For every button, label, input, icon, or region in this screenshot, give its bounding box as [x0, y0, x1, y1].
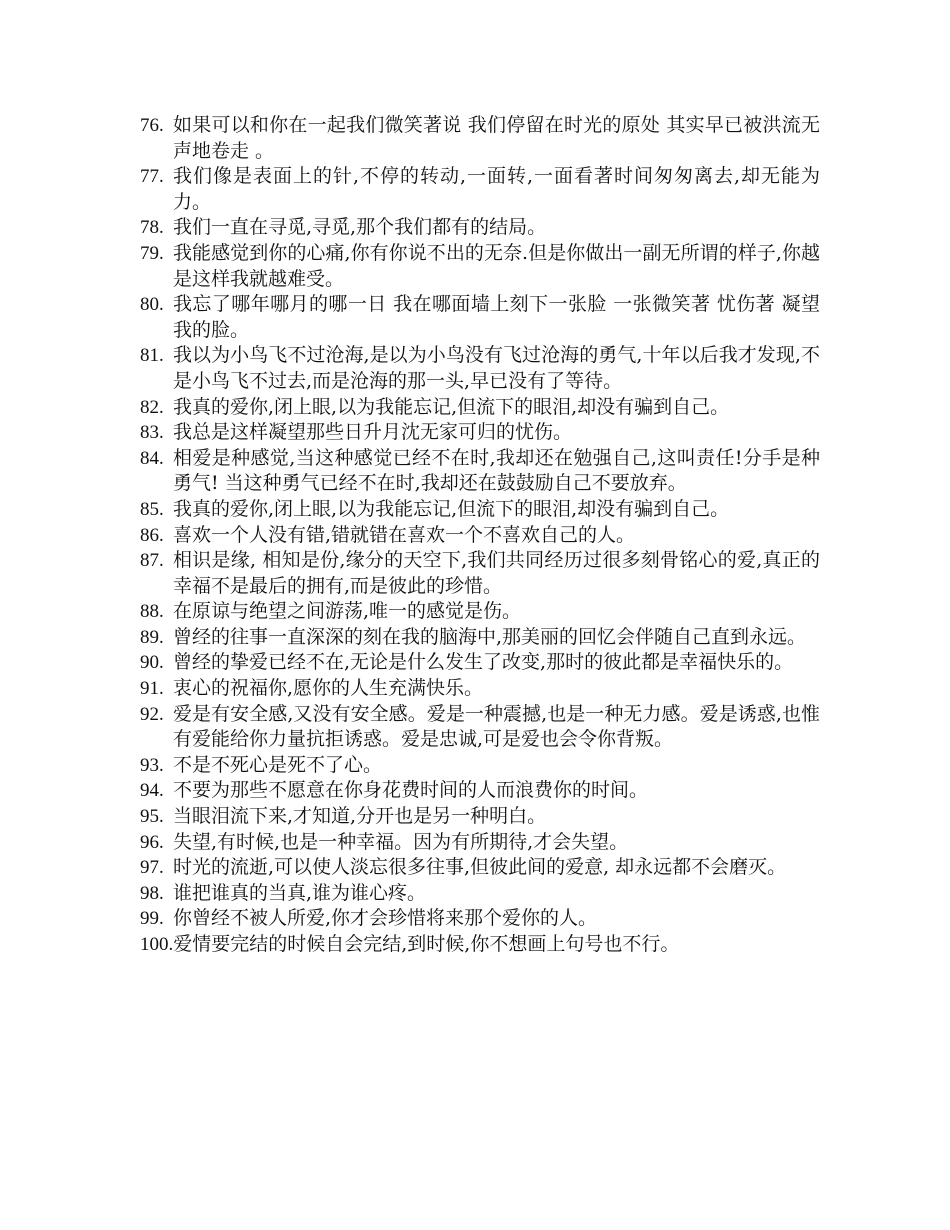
item-text: 喜欢一个人没有错,错就错在喜欢一个不喜欢自己的人。	[173, 523, 636, 546]
list-item	[140, 292, 820, 343]
item-number: 95.	[140, 806, 164, 828]
item-text: 当眼泪流下来,才知道,分开也是另一种明白。	[173, 805, 547, 828]
list-item	[140, 446, 820, 497]
item-text: 你曾经不被人所爱,你才会珍惜将来那个爱你的人。	[173, 907, 598, 930]
item-number: 86.	[140, 524, 164, 546]
item-text: 谁把谁真的当真,谁为谁心疼。	[173, 881, 427, 904]
list-item	[140, 753, 820, 779]
quote-list	[140, 113, 820, 958]
item-number: 92.	[140, 703, 164, 725]
item-number: 79.	[140, 242, 164, 264]
item-text: 我忘了哪年哪月的哪一日 我在哪面墙上刻下一张脸 一张微笑著 忧伤著 凝望我的脸。	[173, 293, 820, 341]
list-item	[140, 241, 820, 292]
item-text: 相识是缘, 相知是份,缘分的天空下,我们共同经历过很多刻骨铭心的爱,真正的幸福不是最后的拥有,而是彼此的珍惜。	[173, 549, 820, 597]
item-text: 如果可以和你在一起我们微笑著说 我们停留在时光的原处 其实早已被洪流无声地卷走 。	[173, 114, 820, 162]
item-number: 96.	[140, 831, 164, 853]
list-item	[140, 804, 820, 830]
list-item	[140, 702, 820, 753]
item-number: 81.	[140, 345, 164, 367]
item-number: 90.	[140, 652, 164, 674]
item-text: 相爱是种感觉,当这种感觉已经不在时,我却还在勉强自己,这叫责任!分手是种勇气! 当这种勇气已经不在时,我却还在鼓鼓励自己不要放弃。	[173, 446, 820, 495]
item-text: 不要为那些不愿意在你身花费时间的人而浪费你的时间。	[173, 779, 649, 802]
item-number: 100.	[140, 934, 174, 955]
item-text: 我总是这样凝望那些日升月沈无家可归的忧伤。	[173, 421, 573, 444]
list-item	[140, 548, 820, 599]
item-number: 91.	[140, 678, 164, 700]
item-number: 89.	[140, 626, 164, 648]
list-item	[140, 778, 820, 804]
item-number: 84.	[140, 447, 164, 469]
item-number: 80.	[140, 294, 164, 316]
list-item	[140, 395, 820, 421]
list-item	[140, 497, 820, 523]
item-number: 99.	[140, 908, 164, 930]
list-item	[140, 420, 820, 446]
item-number: 83.	[140, 422, 164, 444]
item-text: 时光的流逝,可以使人淡忘很多往事,但彼此间的爱意, 却永远都不会磨灭。	[173, 856, 787, 879]
list-item	[140, 523, 820, 549]
item-text: 不是不死心是死不了心。	[173, 753, 383, 776]
item-number: 94.	[140, 780, 164, 802]
item-text: 我真的爱你,闭上眼,以为我能忘记,但流下的眼泪,却没有骗到自己。	[173, 395, 730, 418]
item-text: 在原谅与绝望之间游荡,唯一的感觉是伤。	[173, 600, 522, 623]
item-text: 曾经的往事一直深深的刻在我的脑海中,那美丽的回忆会伴随自己直到永远。	[173, 625, 807, 648]
list-item	[140, 830, 820, 856]
item-number: 88.	[140, 601, 164, 623]
item-number: 78.	[140, 217, 164, 239]
list-item	[140, 164, 820, 215]
item-number: 76.	[140, 115, 164, 136]
item-number: 97.	[140, 857, 164, 879]
item-number: 82.	[140, 396, 164, 418]
item-text: 爱情要完结的时候自会完结,到时候,你不想画上句号也不行。	[173, 933, 680, 955]
item-text: 我真的爱你,闭上眼,以为我能忘记,但流下的眼泪,却没有骗到自己。	[173, 497, 730, 520]
item-text: 衷心的祝福你,愿你的人生充满快乐。	[173, 677, 484, 700]
item-number: 77.	[140, 166, 164, 188]
list-item	[140, 855, 820, 881]
list-item	[140, 625, 820, 651]
item-number: 93.	[140, 754, 164, 776]
list-item	[140, 343, 820, 394]
list-item	[140, 881, 820, 907]
item-text: 曾经的挚爱已经不在,无论是什么发生了改变,那时的彼此都是幸福快乐的。	[173, 651, 794, 674]
list-item	[140, 906, 820, 932]
list-item	[140, 676, 820, 702]
list-item	[140, 599, 820, 625]
item-text: 我以为小鸟飞不过沧海,是以为小鸟没有飞过沧海的勇气,十年以后我才发现,不是小鸟飞不过去,而是沧海的那一头,早已没有了等待。	[173, 344, 820, 392]
item-text: 爱是有安全感,又没有安全感。爱是一种震撼,也是一种无力感。爱是诱惑,也惟有爱能给你力量抗拒诱惑。爱是忠诚,可是爱也会令你背叛。	[173, 702, 820, 751]
item-number: 87.	[140, 550, 164, 572]
item-text: 我们一直在寻觅,寻觅,那个我们都有的结局。	[173, 216, 547, 239]
list-item	[140, 932, 820, 958]
item-number: 98.	[140, 882, 164, 904]
item-text: 我们像是表面上的针,不停的转动,一面转,一面看著时间匆匆离去,却无能为力。	[173, 165, 820, 213]
item-number: 85.	[140, 498, 164, 520]
item-text: 失望,有时候,也是一种幸福。因为有所期待,才会失望。	[173, 830, 629, 853]
list-item	[140, 650, 820, 676]
list-item	[140, 215, 820, 241]
list-item	[140, 113, 820, 164]
item-text: 我能感觉到你的心痛,你有你说不出的无奈.但是你做出一副无所谓的样子,你越是这样我就越难受。	[173, 241, 820, 290]
